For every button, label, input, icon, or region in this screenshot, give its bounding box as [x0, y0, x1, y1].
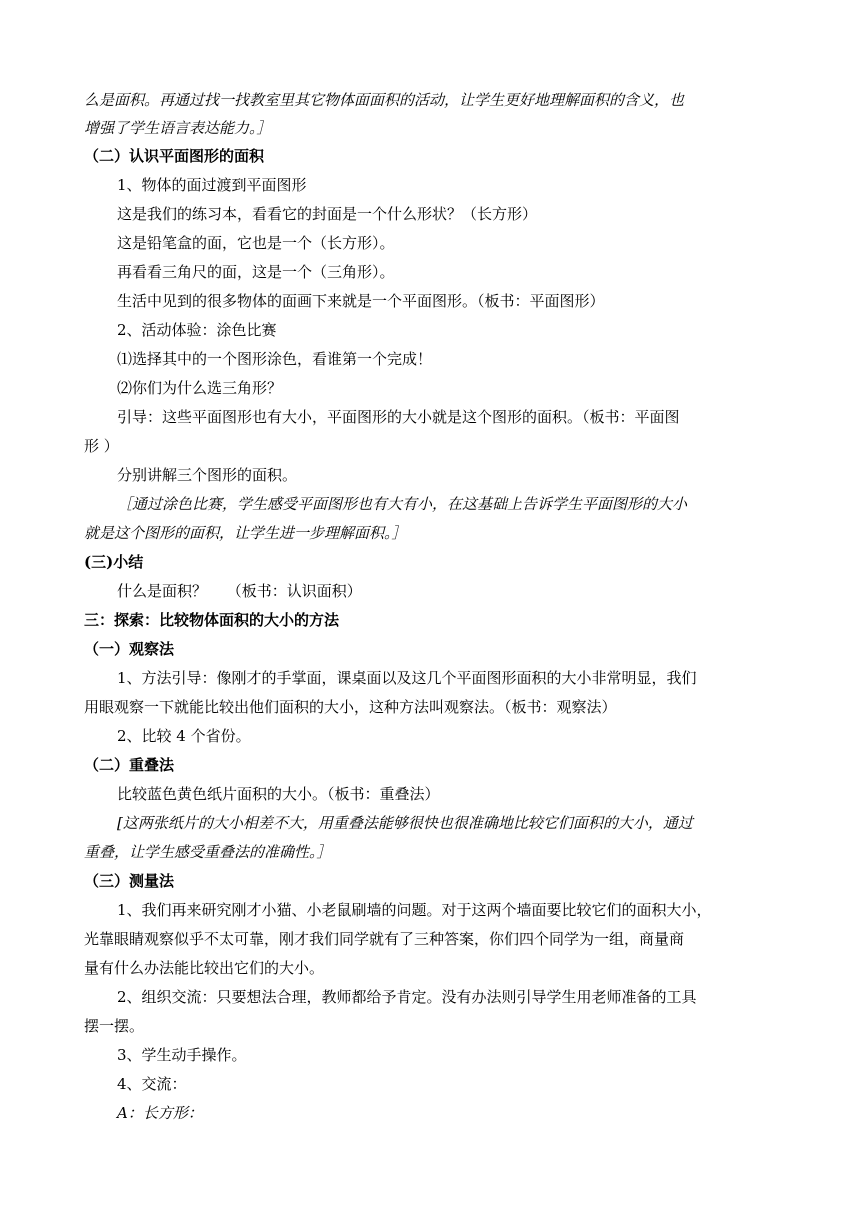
paragraph-line: 光靠眼睛观察似乎不太可靠，刚才我们同学就有了三种答案，你们四个同学为一组，商量商 [84, 930, 685, 948]
paragraph-line: 用眼观察一下就能比较出他们面积的大小，这种方法叫观察法。（板书：观察法） [84, 698, 617, 716]
paragraph-line: 这是铅笔盒的面，它也是一个（长方形）。 [117, 234, 395, 252]
section-heading: (三)小结 [84, 553, 144, 571]
paragraph-line: 分别讲解三个图形的面积。 [117, 466, 298, 484]
paragraph-line: ⑴选择其中的一个图形涂色，看谁第一个完成！ [117, 350, 433, 368]
paragraph-line: 比较蓝色黄色纸片面积的大小。（板书：重叠法） [117, 785, 440, 803]
paragraph-line: 什么是面积？ （板书：认识面积） [117, 582, 362, 600]
paragraph-line: 量有什么办法能比较出它们的大小。 [84, 959, 325, 977]
paragraph-line: 么是面积。再通过找一找教室里其它物体面面积的活动，让学生更好地理解面积的含义，也 [84, 91, 685, 109]
paragraph-line: 再看看三角尺的面，这是一个（三角形）。 [117, 263, 395, 281]
paragraph-line: 增强了学生语言表达能力。］ [84, 119, 272, 137]
paragraph-line: 2、活动体验：涂色比赛 [117, 321, 277, 339]
section-heading: 三：探索：比较物体面积的大小的方法 [84, 611, 340, 629]
paragraph-line: ［通过涂色比赛，学生感受平面图形也有大有小，在这基础上告诉学生平面图形的大小 [117, 495, 688, 513]
paragraph-line: [这两张纸片的大小相差不大，用重叠法能够很快也很准确地比较它们面积的大小，通过 [117, 814, 693, 832]
paragraph-line: 生活中见到的很多物体的面画下来就是一个平面图形。（板书：平面图形） [117, 292, 605, 310]
paragraph-line: 3、学生动手操作。 [117, 1046, 247, 1064]
paragraph-line: 就是这个图形的面积，让学生进一步理解面积。］ [84, 524, 407, 542]
paragraph-line: 1、我们再来研究刚才小猫、小老鼠刷墙的问题。对于这两个墙面要比较它们的面积大小， [117, 901, 712, 919]
paragraph-line: 引导：这些平面图形也有大小，平面图形的大小就是这个图形的面积。（板书：平面图 [117, 408, 680, 426]
paragraph-line: A：长方形： [117, 1104, 203, 1122]
section-heading: （一）观察法 [84, 640, 175, 658]
paragraph-line: 4、交流： [117, 1075, 187, 1093]
section-heading: （三）测量法 [84, 872, 175, 890]
section-heading: （二）重叠法 [84, 756, 175, 774]
paragraph-line: 形 ） [84, 437, 119, 455]
paragraph-line: 重叠，让学生感受重叠法的准确性。］ [84, 843, 332, 861]
paragraph-line: 2、组织交流：只要想法合理，教师都给予肯定。没有办法则引导学生用老师准备的工具 [117, 988, 697, 1006]
paragraph-line: 这是我们的练习本，看看它的封面是一个什么形状？（长方形） [117, 205, 538, 223]
paragraph-line: ⑵你们为什么选三角形？ [117, 379, 283, 397]
section-heading: （二）认识平面图形的面积 [84, 147, 265, 165]
paragraph-line: 2、比较 4 个省份。 [117, 727, 251, 745]
paragraph-line: 摆一摆。 [84, 1017, 145, 1035]
paragraph-line: 1、方法引导：像刚才的手掌面，课桌面以及这几个平面图形面积的大小非常明显，我们 [117, 669, 697, 687]
paragraph-line: 1、物体的面过渡到平面图形 [117, 176, 307, 194]
